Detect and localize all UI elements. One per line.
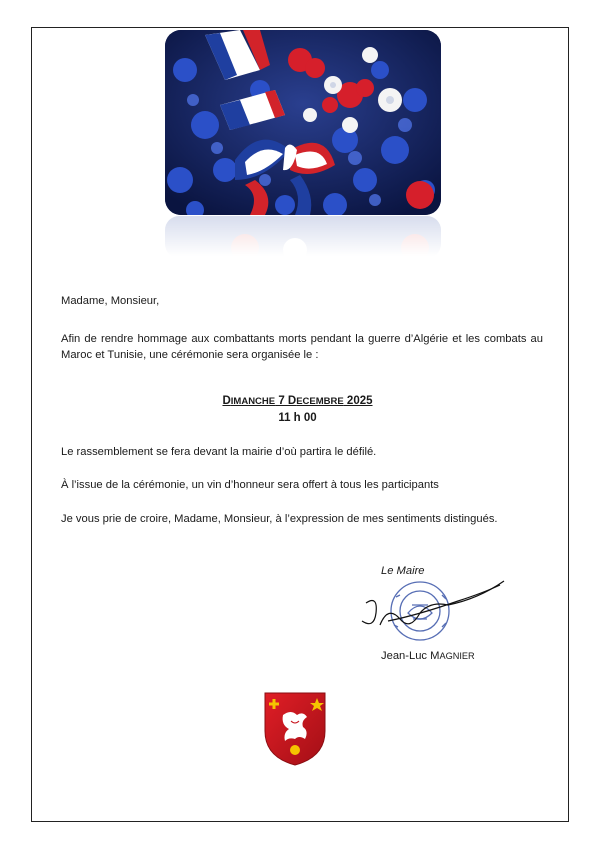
event-date xyxy=(0,393,595,410)
name-part: Jean-Luc M xyxy=(381,650,440,662)
date-part: ECEMBRE xyxy=(296,396,344,407)
closing-paragraph: Je vous prie de croire, Madame, Monsieur, à l’expression de mes sentiments distingués. xyxy=(61,513,498,525)
date-part: D xyxy=(222,395,231,407)
date-part: 7 D xyxy=(275,395,297,407)
wreath-photo xyxy=(165,30,441,215)
signatory-name xyxy=(381,648,475,664)
assembly-paragraph: Le rassemblement se fera devant la mairie d’où partira le défilé. xyxy=(61,446,377,458)
signature-and-stamp xyxy=(358,575,508,645)
date-part: IMANCHE xyxy=(230,396,276,407)
name-part: AGNIER xyxy=(439,651,475,661)
event-time: 11 h 00 xyxy=(278,412,317,424)
date-part: 2025 xyxy=(343,395,373,407)
coat-of-arms-logo xyxy=(261,691,329,767)
reflection-fade xyxy=(165,216,441,258)
handwritten-signature xyxy=(362,581,504,625)
reception-paragraph: À l’issue de la cérémonie, un vin d’honneur sera offert à tous les participants xyxy=(61,479,439,491)
official-stamp xyxy=(391,582,449,640)
greeting: Madame, Monsieur, xyxy=(61,295,160,307)
wreath-illustration xyxy=(165,30,441,215)
intro-paragraph: Afin de rendre hommage aux combattants morts pendant la guerre d’Algérie et les combats au Maroc et Tunisie, une cérémonie sera organisée le : xyxy=(61,333,543,361)
signatory-role: Le Maire xyxy=(381,565,425,577)
